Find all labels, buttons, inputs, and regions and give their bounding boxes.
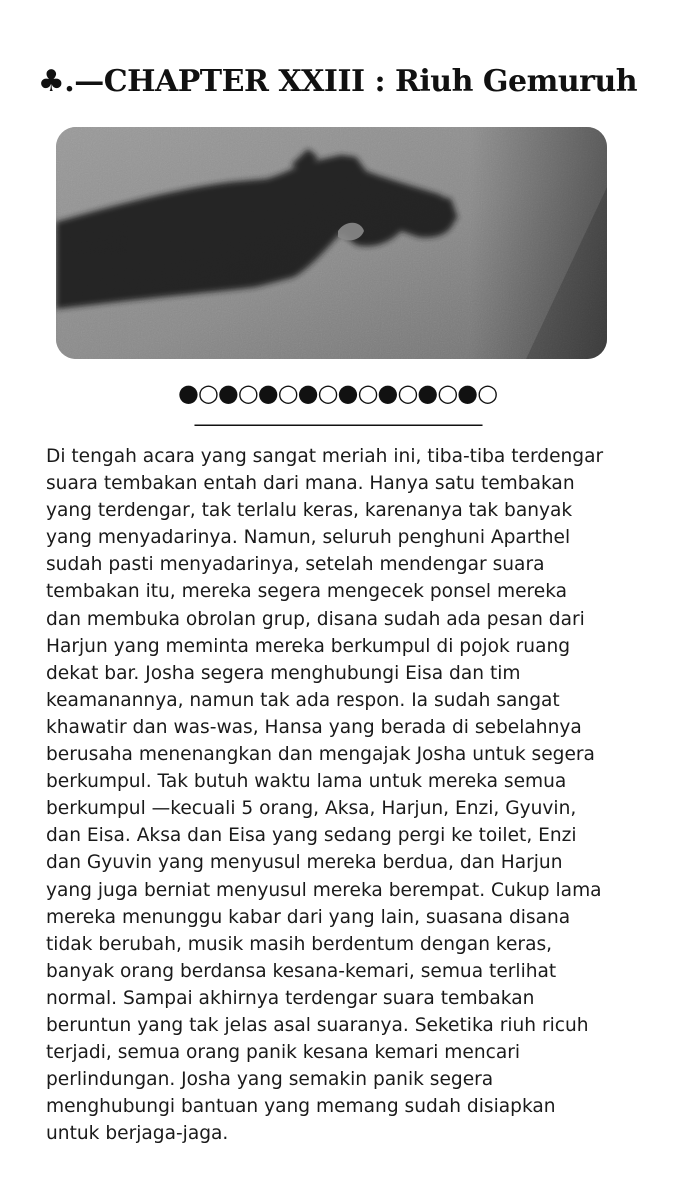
body-line: suara tembakan entah dari mana. Hanya satu tembakan — [46, 473, 575, 495]
body-line: sudah pasti menyadarinya, setelah mendengar suara — [46, 554, 545, 576]
body-line: terjadi, semua orang panik kesana kemari mencari — [46, 1042, 521, 1064]
body-line: Harjun yang meminta mereka berkumpul di pojok ruang — [46, 635, 571, 657]
body-line: dan Eisa. Aksa dan Eisa yang sedang pergi ke toilet, Enzi — [46, 825, 577, 847]
divider-dots: ●○●○●○●○●○●○●○●○ — [177, 379, 498, 407]
body-line: dan Gyuvin yang menyusul mereka berdua, dan Harjun — [46, 852, 563, 874]
body-line: dan membuka obrolan grup, disana sudah ada pesan dari — [46, 608, 585, 630]
chapter-body — [46, 443, 631, 1147]
body-line: untuk berjaga-jaga. — [46, 1123, 229, 1145]
body-line: beruntun yang tak jelas asal suaranya. Seketika riuh ricuh — [46, 1014, 589, 1036]
body-line: keamanannya, namun tak ada respon. Ia sudah sangat — [46, 689, 560, 711]
body-line: tidak berubah, musik masih berdentum dengan keras, — [46, 933, 553, 955]
body-line: khawatir dan was-was, Hansa yang berada di sebelahnya — [46, 716, 582, 738]
body-line: menghubungi bantuan yang memang sudah disiapkan — [46, 1096, 556, 1118]
body-line: perlindungan. Josha yang semakin panik segera — [46, 1069, 494, 1091]
body-line: berkumpul —kecuali 5 orang, Aksa, Harjun, Enzi, Gyuvin, — [46, 798, 577, 820]
body-line: berkumpul. Tak butuh waktu lama untuk mereka semua — [46, 771, 567, 793]
body-line: yang terdengar, tak terlalu keras, karenanya tak banyak — [46, 500, 573, 522]
gun-shadow-image — [56, 127, 607, 359]
divider-line: ———————————————— — [193, 412, 482, 436]
chapter-title: ♣.—CHAPTER XXIII : Riuh Gemuruh — [37, 64, 638, 99]
body-line: tembakan itu, mereka segera mengecek ponsel mereka — [46, 581, 568, 603]
body-line: dekat bar. Josha segera menghubungi Eisa dan tim — [46, 662, 521, 684]
body-line: yang menyadarinya. Namun, seluruh penghuni Aparthel — [46, 527, 571, 549]
body-line: normal. Sampai akhirnya terdengar suara tembakan — [46, 987, 535, 1009]
body-line: banyak orang berdansa kesana-kemari, semua terlihat — [46, 960, 557, 982]
body-line: mereka menunggu kabar dari yang lain, suasana disana — [46, 906, 571, 928]
body-line: Di tengah acara yang sangat meriah ini, tiba-tiba terdengar — [46, 446, 604, 467]
body-line: yang juga berniat menyusul mereka berempat. Cukup lama — [46, 879, 602, 901]
body-line: berusaha menenangkan dan mengajak Josha untuk segera — [46, 744, 595, 766]
